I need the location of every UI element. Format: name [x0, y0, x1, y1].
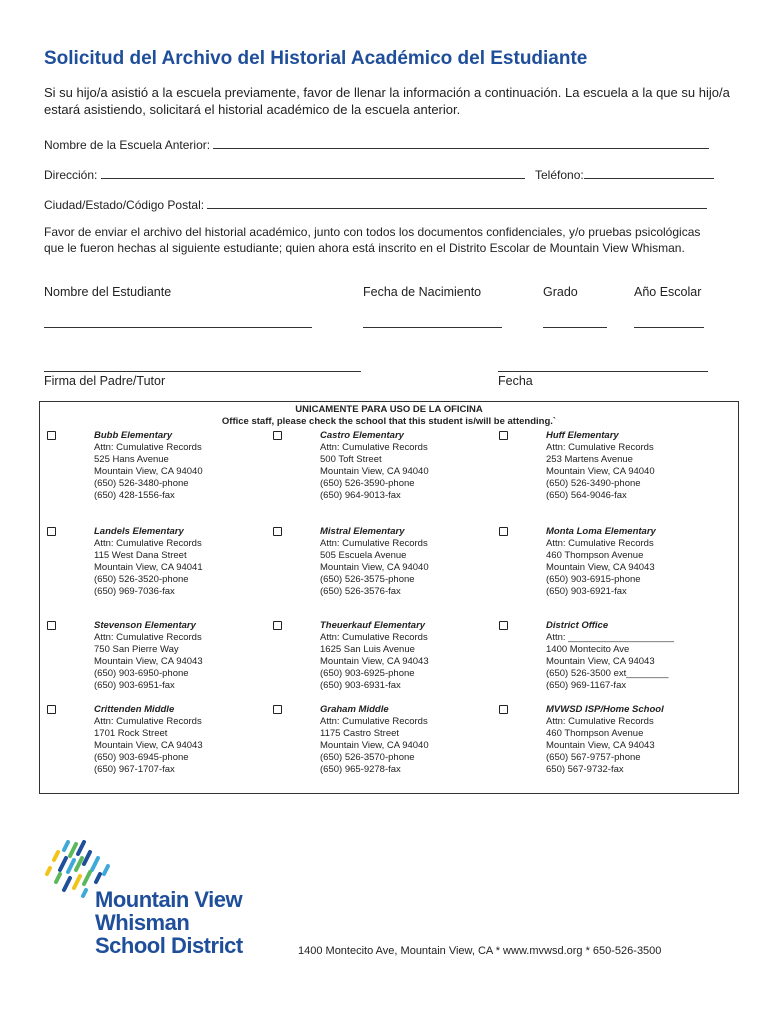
intro-text: Si su hijo/a asistió a la escuela previamente, favor de llenar la información a continuación. La escuela a la que su hijo/a estará asistiendo, solicitará el historial académico de la escuela anterior.: [44, 85, 730, 117]
school-info-line: 460 Thompson Avenue: [546, 728, 644, 739]
prev-school-label: Nombre de la Escuela Anterior:: [44, 138, 211, 152]
prev-school-field[interactable]: [44, 137, 709, 152]
school-info-line: (650) 903-6951-fax: [94, 680, 175, 691]
school-info-line: (650) 969-7036-fax: [94, 586, 175, 597]
school-info-line: (650) 526-3570-phone: [320, 752, 415, 763]
school-checkbox[interactable]: [47, 431, 56, 440]
office-instruction: Office staff, please check the school that this student is/will be attending.`: [221, 416, 557, 427]
logo-line-1: Mountain View: [95, 887, 243, 912]
school-info-line: Mountain View, CA 94043: [546, 562, 655, 573]
school-checkbox[interactable]: [499, 527, 508, 536]
school-entry: [320, 704, 490, 776]
school-info-line: 1701 Rock Street: [94, 728, 168, 739]
parent-signature-line[interactable]: [44, 371, 361, 372]
school-entry: [320, 526, 490, 598]
grade-header: Grado: [543, 285, 578, 299]
address-field[interactable]: [44, 167, 525, 182]
logo-line-3: School District: [95, 933, 243, 958]
school-checkbox[interactable]: [47, 527, 56, 536]
school-name: Mistral Elementary: [320, 526, 405, 537]
school-info-line: Mountain View, CA 94041: [94, 562, 203, 573]
school-info-line: 525 Hans Avenue: [94, 454, 169, 465]
school-entry: [94, 704, 264, 776]
school-info-line: (650) 903-6925-phone: [320, 668, 415, 679]
school-name: Theuerkauf Elementary: [320, 620, 426, 631]
footer-contact: 1400 Montecito Ave, Mountain View, CA * www.mvwsd.org * 650-526-3500: [298, 945, 662, 957]
grade-line[interactable]: [543, 327, 607, 328]
address-label: Dirección:: [44, 168, 98, 182]
year-line[interactable]: [634, 327, 704, 328]
school-info-line: Attn: Cumulative Records: [94, 632, 202, 643]
city-line[interactable]: [207, 197, 707, 209]
school-info-line: Mountain View, CA 94040: [546, 466, 655, 477]
school-info-line: 650) 567-9732-fax: [546, 764, 624, 775]
school-info-line: Mountain View, CA 94043: [94, 656, 203, 667]
school-checkbox[interactable]: [499, 431, 508, 440]
school-checkbox[interactable]: [499, 705, 508, 714]
city-label: Ciudad/Estado/Código Postal:: [44, 198, 205, 212]
school-info-line: Attn: Cumulative Records: [94, 538, 202, 549]
school-checkbox[interactable]: [47, 621, 56, 630]
school-info-line: Attn: Cumulative Records: [94, 442, 202, 453]
school-info-line: (650) 903-6950-phone: [94, 668, 189, 679]
school-info-line: (650) 526-3590-phone: [320, 478, 415, 489]
school-info-line: 460 Thompson Avenue: [546, 550, 644, 561]
request-text: Favor de enviar el archivo del historial académico, junto con todos los documentos confidenciales, y/o pruebas psicológicas que le fueron hechas al siguiente estudiante; quien ahora está inscrito en el Distrito Escolar de Mountain View Whisman.: [44, 225, 701, 255]
school-name: Crittenden Middle: [94, 704, 175, 715]
school-entry: [320, 430, 490, 502]
school-entry: [320, 620, 490, 692]
school-info-line: Attn: Cumulative Records: [320, 442, 428, 453]
school-info-line: (650) 526-3480-phone: [94, 478, 189, 489]
school-checkbox[interactable]: [273, 705, 282, 714]
city-field[interactable]: [44, 197, 707, 212]
school-info-line: Mountain View, CA 94043: [94, 740, 203, 751]
school-info-line: Attn: Cumulative Records: [546, 716, 654, 727]
school-info-line: Mountain View, CA 94040: [320, 466, 429, 477]
parent-signature-label: Firma del Padre/Tutor: [44, 374, 166, 388]
school-info-line: (650) 965-9278-fax: [320, 764, 401, 775]
school-info-line: (650) 428-1556-fax: [94, 490, 175, 501]
school-info-line: Mountain View, CA 94043: [320, 656, 429, 667]
student-name-line[interactable]: [44, 327, 312, 328]
school-checkbox[interactable]: [273, 621, 282, 630]
prev-school-line[interactable]: [213, 137, 709, 149]
school-info-line: (650) 526-3500 ext________: [546, 668, 669, 679]
school-info-line: Mountain View, CA 94040: [320, 562, 429, 573]
school-info-line: 500 Toft Street: [320, 454, 382, 465]
school-info-line: (650) 903-6921-fax: [546, 586, 627, 597]
school-info-line: Mountain View, CA 94043: [546, 740, 655, 751]
school-info-line: (650) 526-3575-phone: [320, 574, 415, 585]
school-info-line: (650) 564-9046-fax: [546, 490, 627, 501]
school-info-line: 505 Escuela Avenue: [320, 550, 407, 561]
school-info-line: (650) 903-6915-phone: [546, 574, 641, 585]
dob-line[interactable]: [363, 327, 502, 328]
school-info-line: Attn: Cumulative Records: [94, 716, 202, 727]
school-info-line: (650) 967-1707-fax: [94, 764, 175, 775]
school-info-line: 1625 San Luis Avenue: [320, 644, 415, 655]
phone-field[interactable]: [535, 167, 714, 182]
student-name-header: Nombre del Estudiante: [44, 285, 172, 299]
school-info-line: (650) 969-1167-fax: [546, 680, 627, 691]
school-info-line: Attn: Cumulative Records: [320, 716, 428, 727]
school-checkbox[interactable]: [273, 527, 282, 536]
school-name: Bubb Elementary: [94, 430, 173, 441]
school-entry: [546, 430, 716, 502]
school-info-line: (650) 526-3520-phone: [94, 574, 189, 585]
logo-line-2: Whisman: [95, 910, 190, 935]
school-info-line: Mountain View, CA 94040: [320, 740, 429, 751]
school-info-line: Attn: Cumulative Records: [320, 632, 428, 643]
school-name: Stevenson Elementary: [94, 620, 196, 631]
school-info-line: Mountain View, CA 94043: [546, 656, 655, 667]
phone-line[interactable]: [584, 167, 714, 179]
school-info-line: (650) 526-3576-fax: [320, 586, 401, 597]
school-entry: [546, 620, 716, 692]
signature-date-line[interactable]: [498, 371, 708, 372]
school-info-line: (650) 903-6945-phone: [94, 752, 189, 763]
school-info-line: (650) 526-3490-phone: [546, 478, 641, 489]
school-entry: [94, 430, 264, 502]
school-checkbox[interactable]: [273, 431, 282, 440]
school-name: Monta Loma Elementary: [546, 526, 656, 537]
school-info-line: 1400 Montecito Ave: [546, 644, 630, 655]
school-info-line: (650) 903-6931-fax: [320, 680, 401, 691]
school-entry: [546, 526, 716, 598]
school-info-line: (650) 567-9757-phone: [546, 752, 641, 763]
office-heading: UNICAMENTE PARA USO DE LA OFICINA: [295, 404, 483, 415]
school-info-line: 1175 Castro Street: [320, 728, 400, 739]
school-name: Landels Elementary: [94, 526, 184, 537]
school-info-line: 115 West Dana Street: [94, 550, 187, 561]
year-header: Año Escolar: [634, 285, 702, 299]
school-entry: [94, 526, 264, 598]
signature-date-label: Fecha: [498, 374, 533, 388]
address-line[interactable]: [101, 167, 525, 179]
school-name: Castro Elementary: [320, 430, 404, 441]
school-info-line: Attn: Cumulative Records: [546, 538, 654, 549]
school-name: Huff Elementary: [546, 430, 619, 441]
school-checkbox[interactable]: [47, 705, 56, 714]
phone-label: Teléfono:: [535, 168, 584, 182]
school-info-line: (650) 964-9013-fax: [320, 490, 401, 501]
page-title: Solicitud del Archivo del Historial Académico del Estudiante: [44, 48, 588, 69]
school-name: Graham Middle: [320, 704, 389, 715]
school-checkbox[interactable]: [499, 621, 508, 630]
school-info-line: 750 San Pierre Way: [94, 644, 179, 655]
dob-header: Fecha de Nacimiento: [363, 285, 482, 299]
school-info-line: Attn: ____________________: [546, 632, 674, 643]
district-logo-text: [95, 888, 243, 957]
school-info-line: Mountain View, CA 94040: [94, 466, 203, 477]
school-name: District Office: [546, 620, 609, 631]
school-entry: [94, 620, 264, 692]
school-info-line: Attn: Cumulative Records: [320, 538, 428, 549]
school-name: MVWSD ISP/Home School: [546, 704, 664, 715]
school-info-line: Attn: Cumulative Records: [546, 442, 654, 453]
school-info-line: 253 Martens Avenue: [546, 454, 633, 465]
school-entry: [546, 704, 716, 776]
